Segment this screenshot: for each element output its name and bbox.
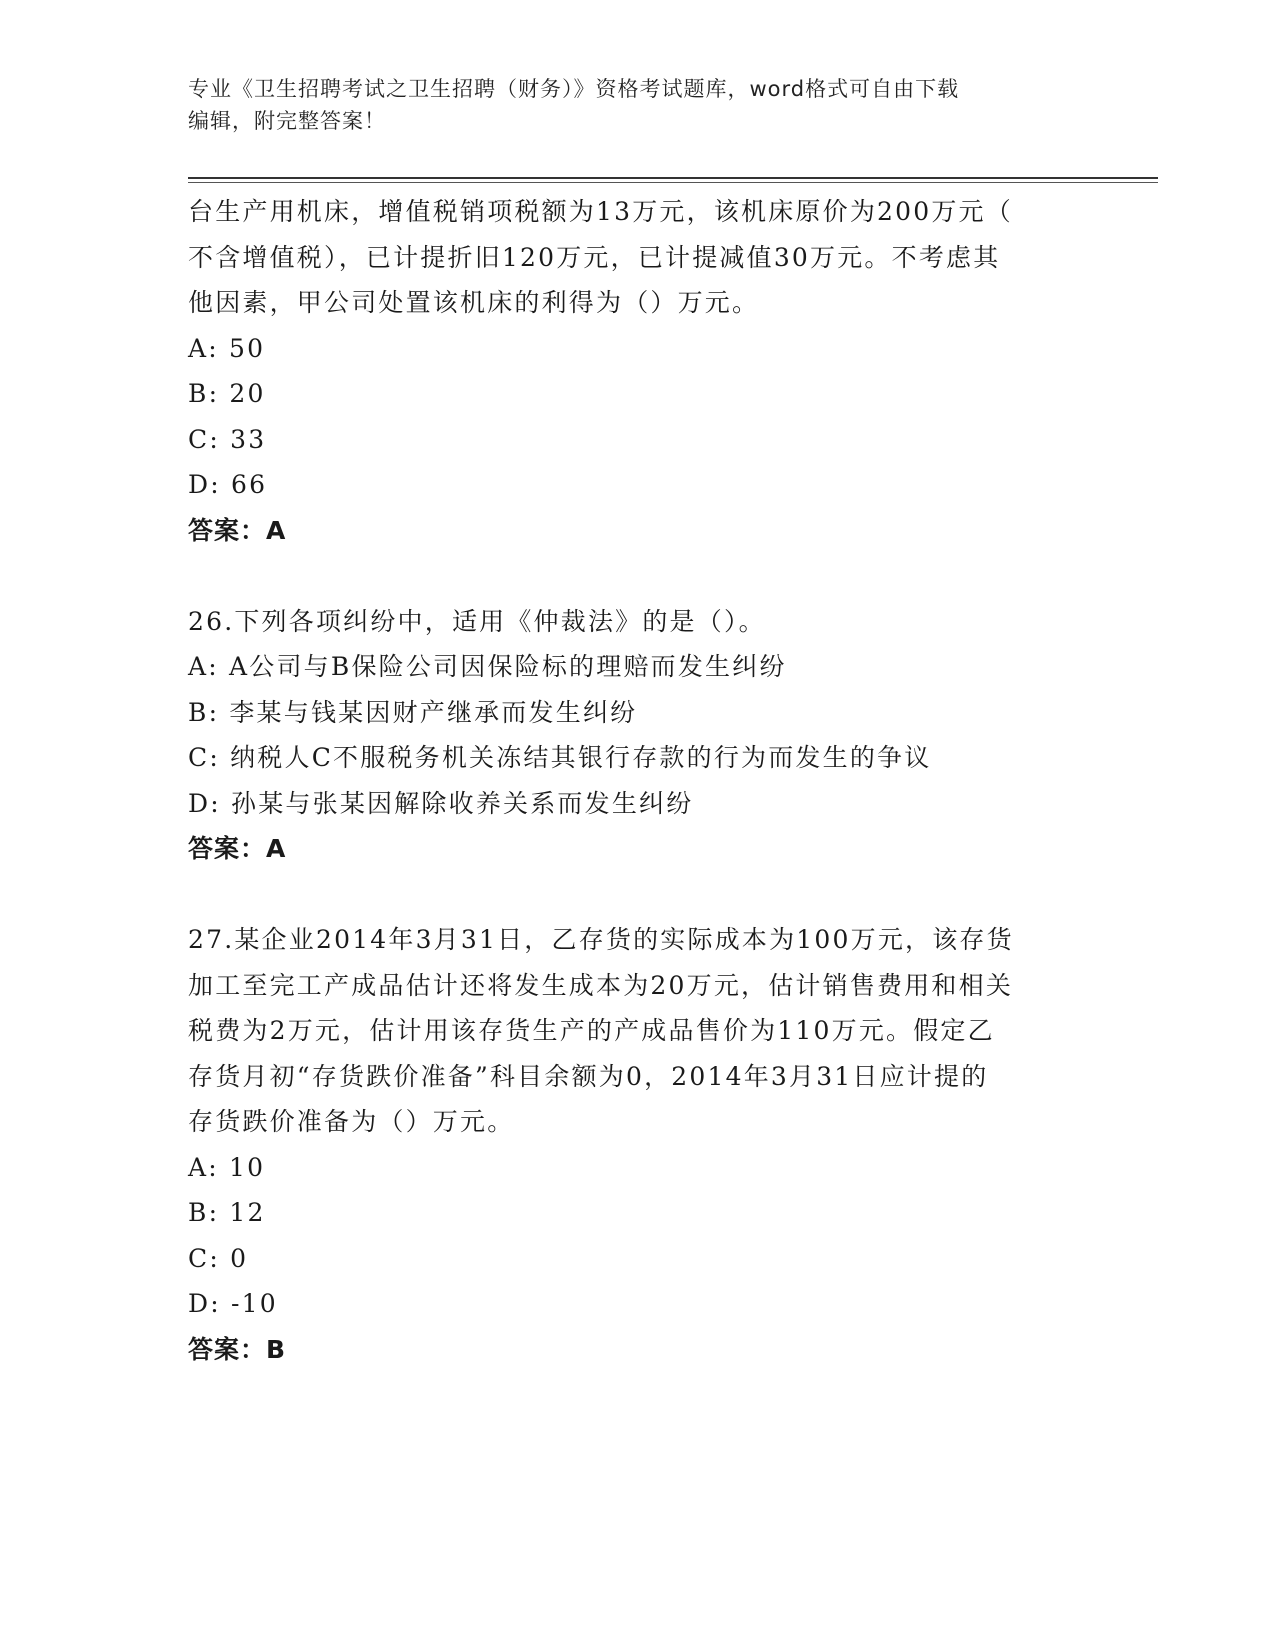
answer-label: 答案：A bbox=[188, 515, 287, 545]
question-stem-line: 存货月初“存货跌价准备”科目余额为0，2014年3月31日应计提的 bbox=[188, 1061, 989, 1091]
question-27 bbox=[188, 917, 1088, 1372]
spacer bbox=[188, 553, 1088, 599]
option-a: A: A公司与B保险公司因保险标的理赔而发生纠纷 bbox=[188, 652, 787, 681]
header-rule-thin bbox=[188, 182, 1158, 183]
question-stem-line: 台生产用机床，增值税销项税额为13万元，该机床原价为200万元（ bbox=[188, 197, 1013, 226]
question-stem-line: 加工至完工产成品估计还将发生成本为20万元，估计销售费用和相关 bbox=[188, 970, 1014, 1000]
spacer bbox=[188, 872, 1088, 918]
question-stem-line: 27.某企业2014年3月31日，乙存货的实际成本为100万元，该存货 bbox=[188, 925, 1014, 954]
option-b: B: 20 bbox=[188, 379, 266, 408]
option-c: C: 纳税人C不服税务机关冻结其银行存款的行为而发生的争议 bbox=[188, 743, 932, 772]
document-header bbox=[188, 73, 1088, 137]
header-rule-thick bbox=[188, 177, 1158, 179]
question-stem-line: 存货跌价准备为（）万元。 bbox=[188, 1107, 515, 1136]
option-c: C: 33 bbox=[188, 424, 267, 454]
question-stem-line: 26.下列各项纠纷中，适用《仲裁法》的是（）。 bbox=[188, 606, 766, 636]
question-stem-line: 税费为2万元，估计用该存货生产的产成品售价为110万元。假定乙 bbox=[188, 1016, 995, 1045]
question-26 bbox=[188, 599, 1088, 872]
question-stem-line: 他因素，甲公司处置该机床的利得为（）万元。 bbox=[188, 288, 760, 317]
answer-label: 答案：B bbox=[188, 1334, 287, 1364]
option-a: A: 50 bbox=[188, 333, 266, 363]
option-b: B: 李某与钱某因财产继承而发生纠纷 bbox=[188, 697, 638, 727]
option-d: D: -10 bbox=[188, 1289, 278, 1318]
answer-label: 答案：A bbox=[188, 834, 287, 863]
question-stem-line: 不含增值税），已计提折旧120万元，已计提减值30万元。不考虑其 bbox=[188, 242, 1001, 272]
header-title-line-1: 专业《卫生招聘考试之卫生招聘（财务）》资格考试题库，word格式可自由下载 bbox=[188, 77, 960, 101]
option-d: D: 66 bbox=[188, 470, 268, 499]
header-title-line-2: 编辑，附完整答案！ bbox=[188, 109, 386, 133]
option-a: A: 10 bbox=[188, 1152, 266, 1182]
option-d: D: 孙某与张某因解除收养关系而发生纠纷 bbox=[188, 788, 694, 818]
option-c: C: 0 bbox=[188, 1243, 249, 1273]
question-25 bbox=[188, 189, 1088, 553]
question-list bbox=[188, 189, 1088, 1372]
option-b: B: 12 bbox=[188, 1198, 266, 1227]
